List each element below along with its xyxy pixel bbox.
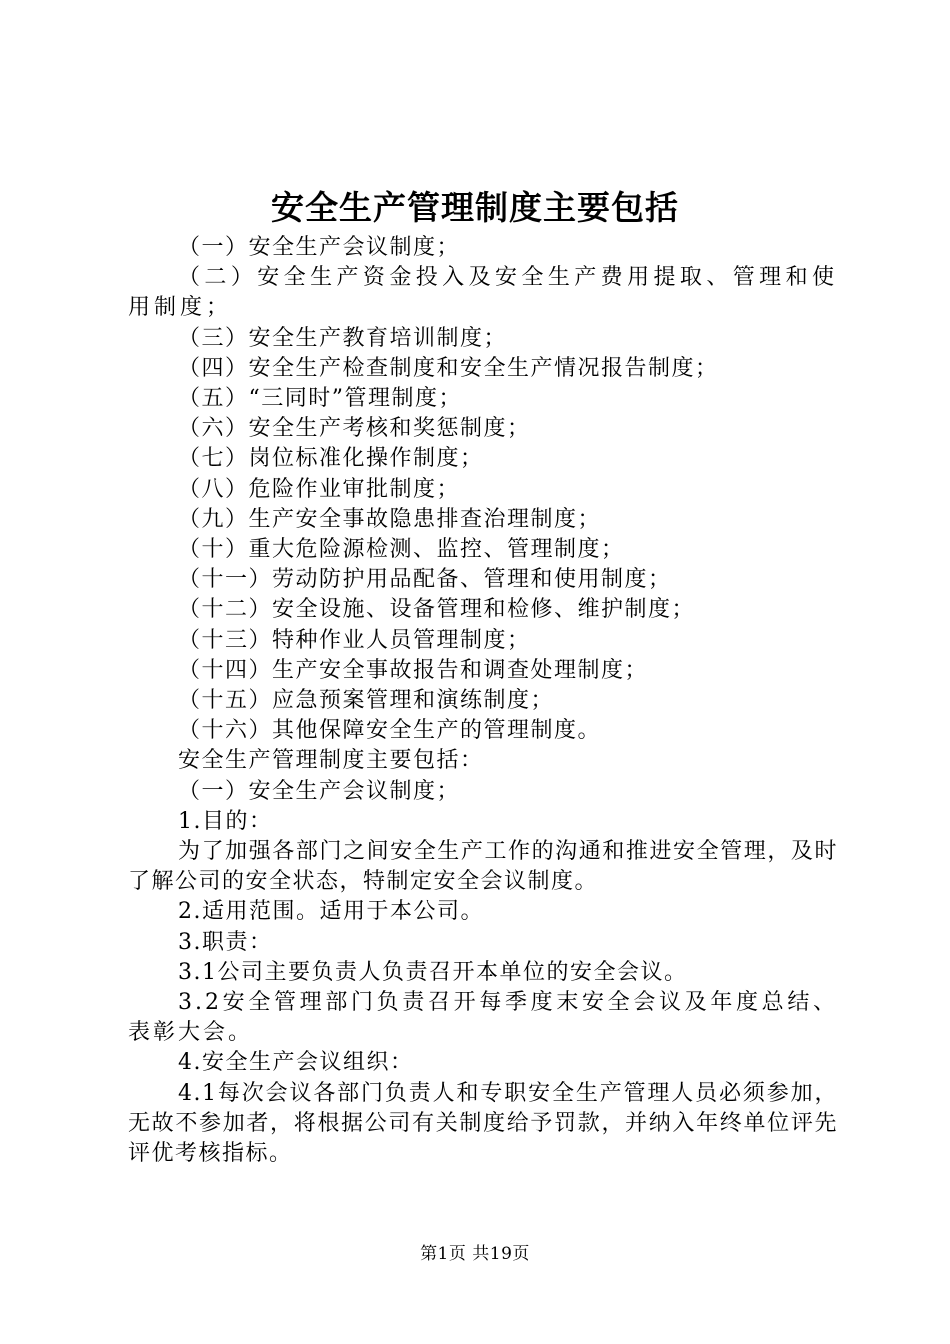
- paragraph: 2.适用范围。适用于本公司。: [178, 899, 484, 925]
- paragraph: （一）安全生产会议制度；: [178, 235, 461, 260]
- paragraph: （十五）应急预案管理和演练制度；: [178, 688, 555, 714]
- paragraph: 3.2安全管理部门负责召开每季度末安全会议及年度总结、表彰大会。: [128, 990, 838, 1046]
- paragraph: （十）重大危险源检测、监控、管理制度；: [178, 537, 625, 563]
- page-footer: 第1页 共19页: [420, 1244, 530, 1264]
- paragraph: 1.目的：: [178, 808, 273, 834]
- paragraph: 4.1每次会议各部门负责人和专职安全生产管理人员必须参加，无故不参加者，将根据公司有关制度给予罚款，并纳入年终单位评先评优考核指标。: [128, 1080, 838, 1167]
- paragraph: （八）危险作业审批制度；: [178, 476, 461, 502]
- paragraph: （六）安全生产考核和奖惩制度；: [178, 416, 531, 442]
- paragraph: （五）“三同时”管理制度；: [178, 386, 462, 412]
- paragraph: 3.职责：: [178, 929, 273, 955]
- paragraph: （九）生产安全事故隐患排查治理制度；: [178, 506, 602, 532]
- paragraph: （二）安全生产资金投入及安全生产费用提取、管理和使用制度；: [128, 265, 838, 321]
- paragraph: （十二）安全设施、设备管理和检修、维护制度；: [178, 597, 696, 623]
- document-title: 安全生产管理制度主要包括: [271, 188, 679, 227]
- paragraph: （十四）生产安全事故报告和调查处理制度；: [178, 657, 649, 683]
- paragraph: （四）安全生产检查制度和安全生产情况报告制度；: [178, 355, 719, 381]
- paragraph: （十六）其他保障安全生产的管理制度。: [178, 718, 602, 744]
- paragraph: 为了加强各部门之间安全生产工作的沟通和推进安全管理，及时了解公司的安全状态，特制定安全会议制度。: [128, 839, 838, 895]
- paragraph: 4.安全生产会议组织：: [178, 1050, 414, 1076]
- paragraph: （十三）特种作业人员管理制度；: [178, 627, 531, 653]
- paragraph: 3.1公司主要负责人负责召开本单位的安全会议。: [178, 959, 688, 985]
- paragraph: （三）安全生产教育培训制度；: [178, 325, 508, 351]
- paragraph: （一）安全生产会议制度；: [178, 778, 461, 804]
- paragraph: 安全生产管理制度主要包括：: [178, 748, 484, 774]
- paragraph: （七）岗位标准化操作制度；: [178, 446, 484, 472]
- document-body: [128, 233, 838, 1169]
- paragraph: （十一）劳动防护用品配备、管理和使用制度；: [178, 567, 672, 593]
